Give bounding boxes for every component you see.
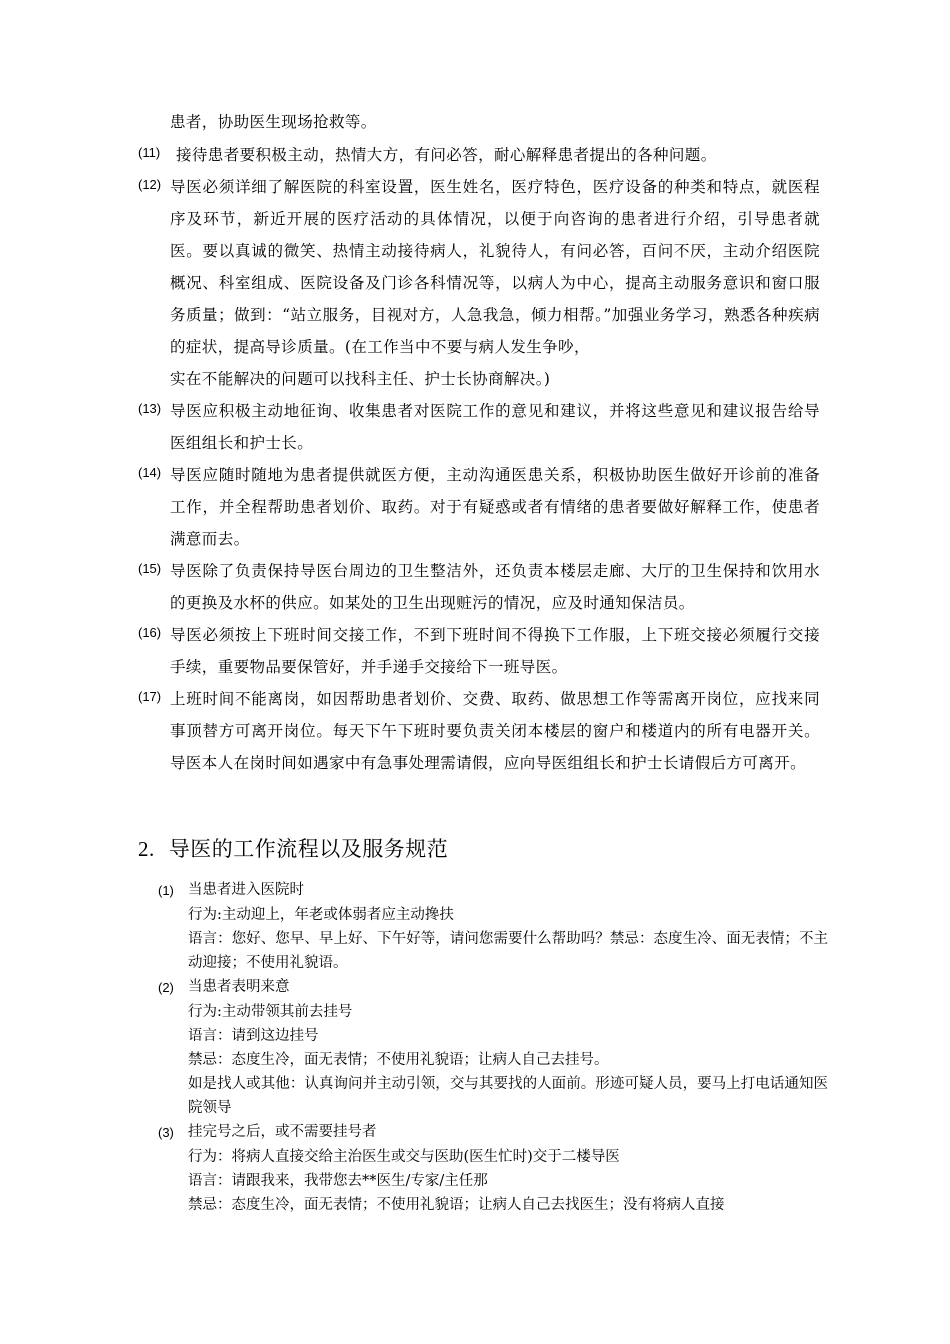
item-number: (14) [138, 465, 162, 480]
continued-text: 患者，协助医生现场抢救等。 [170, 113, 377, 131]
item-text: 导医应积极主动地征询、收集患者对医院工作的意见和建议，并将这些意见和建议报告给导医组组长和护士长。 [170, 402, 820, 452]
sub-line: 行为:主动带领其前去挂号 [188, 1004, 353, 1020]
sub-title: 挂完号之后，或不需要挂号者 [188, 1124, 377, 1140]
sub-line: 语言：请到这边挂号 [188, 1028, 319, 1044]
item-number: (13) [138, 401, 162, 416]
sub-number: (2) [158, 980, 174, 995]
sub-number: (1) [158, 883, 174, 898]
sub-line: 行为：将病人直接交给主治医生或交与医助(医生忙时)交于二楼导医 [188, 1149, 620, 1165]
sub-line: 行为:主动迎上，年老或体弱者应主动搀扶 [188, 907, 454, 923]
list-item [0, 459, 820, 555]
item-text-tail: 实在不能解决的问题可以找科主任、护士长协商解决。) [170, 370, 551, 388]
item-number: (16) [138, 625, 162, 640]
sub-line: 语言：请跟我来，我带您去**医生/专家/主任那 [188, 1173, 488, 1189]
item-text: 导医必须详细了解医院的科室设置，医生姓名，医疗特色，医疗设备的种类和特点，就医程序及环节，新近开展的医疗活动的具体情况，以便于向咨询的患者进行介绍，引导患者就医。要以真诚的微笑、热情主动接待病人，礼貌待人，有问必答，百问不厌，主动介绍医院概况、科室组成、医院设备及门诊各科情况等，以病人为中心，提高主动服务意识和窗口服务质量；做到：“站立服务，目视对方，人急我急，倾力相帮。”加强业务学习，熟悉各种疾病的症状，提高导诊质量。(在工作当中不要与病人发生争吵， [170, 178, 820, 356]
sub-line: 禁忌：态度生冷，面无表情；不使用礼貌语；让病人自己去挂号。 [188, 1052, 609, 1068]
section-title: 导医的工作流程以及服务规范 [168, 837, 449, 861]
list-item [0, 619, 820, 683]
sub-title: 当患者表明来意 [188, 979, 290, 995]
item-text: 接待患者要积极主动，热情大方，有问必答，耐心解释患者提出的各种问题。 [176, 146, 717, 164]
section-heading [138, 833, 448, 863]
list-item [0, 139, 820, 171]
list-item [0, 683, 820, 779]
section-number: 2. [138, 837, 155, 861]
item-text: 导医必须按上下班时间交接工作，不到下班时间不得换下工作服，上下班交接必须履行交接手续，重要物品要保管好，并手递手交接给下一班导医。 [170, 626, 820, 676]
item-number: (17) [138, 689, 162, 704]
item-text: 上班时间不能离岗，如因帮助患者划价、交费、取药、做思想工作等需离开岗位，应找来同事顶替方可离开岗位。每天下午下班时要负责关闭本楼层的窗户和楼道内的所有电器开关。导医本人在岗时间如遇家中有急事处理需请假，应向导医组组长和护士长请假后方可离开。 [170, 690, 820, 772]
item-text: 导医应随时随地为患者提供就医方便，主动沟通医患关系，积极协助医生做好开诊前的准备工作，并全程帮助患者划价、取药。对于有疑惑或者有情绪的患者要做好解释工作，使患者满意而去。 [170, 466, 820, 548]
sub-item [158, 878, 828, 975]
list-item [0, 555, 820, 619]
sub-line: 语言：您好、您早、早上好、下午好等，请问您需要什么帮助吗？禁忌：态度生冷、面无表情；不主动迎接；不使用礼貌语。 [188, 931, 828, 971]
sub-title: 当患者进入医院时 [188, 882, 304, 898]
item-text: 导医除了负责保持导医台周边的卫生整洁外，还负责本楼层走廊、大厅的卫生保持和饮用水的更换及水杯的供应。如某处的卫生出现赃污的情况，应及时通知保洁员。 [170, 562, 820, 612]
sub-number: (3) [158, 1125, 174, 1140]
list-item [0, 395, 820, 459]
sub-line: 禁忌：态度生冷，面无表情；不使用礼貌语；让病人自己去找医生；没有将病人直接 [188, 1197, 725, 1213]
item-number: (15) [138, 561, 162, 576]
sub-item [158, 975, 828, 1120]
item-number: (12) [138, 177, 162, 192]
list-item [0, 171, 820, 395]
sub-item [158, 1120, 828, 1217]
section2-list [158, 878, 828, 1217]
sub-line: 如是找人或其他：认真询问并主动引领，交与其要找的人面前。形迹可疑人员，要马上打电话通知医院领导 [188, 1076, 828, 1116]
section1-list [138, 108, 820, 779]
item-number: (11) [138, 145, 161, 160]
